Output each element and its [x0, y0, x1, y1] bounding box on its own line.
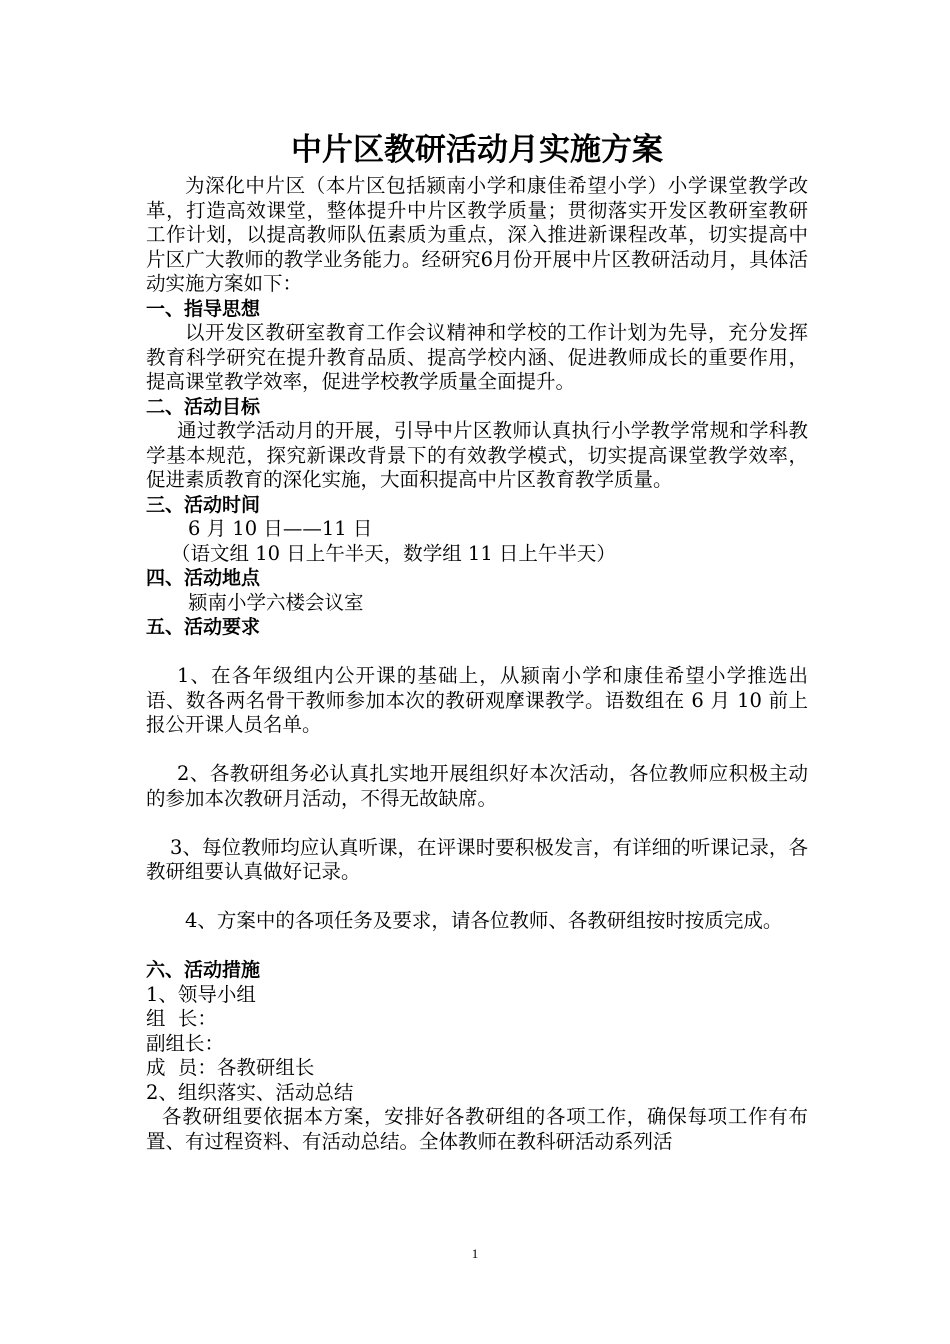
document-body [146, 128, 808, 1154]
blank-line [146, 811, 808, 836]
section-heading-requirements: 五、活动要求 [146, 616, 261, 638]
measures-sub-1: 1、领导小组 [146, 982, 256, 1006]
vice-leader-line: 副组长： [146, 1031, 225, 1055]
guide-paragraph: 以开发区教研室教育工作会议精神和学校的工作计划为先导，充分发挥教育科学研究在提升教育品质、提高学校内涵、促进教师成长的重要作用，提高课堂教学效率，促进学校教学质量全面提升。 [146, 321, 808, 393]
blank-line [146, 885, 808, 910]
blank-line [146, 738, 808, 763]
time-range: 6 月 10 日——11 日 [188, 517, 373, 540]
measures-sub-2: 2、组织落实、活动总结 [146, 1080, 354, 1104]
blank-line [146, 640, 808, 665]
requirement-item-3: 3、每位教师均应认真听课，在评课时要积极发言，有详细的听课记录，各教研组要认真做好记录。 [146, 835, 808, 883]
requirement-item-2: 2、各教研组务必认真扎实地开展组织好本次活动，各位教师应积极主动的参加本次教研月活动，不得无故缺席。 [146, 762, 808, 810]
section-heading-time: 三、活动时间 [146, 493, 261, 516]
goal-paragraph: 通过教学活动月的开展，引导中片区教师认真执行小学教学常规和学科教学基本规范，探究新课改背景下的有效教学模式，切实提高课堂教学效率，促进素质教育的深化实施，大面积提高中片区教育教学质量。 [146, 419, 808, 491]
section-heading-goal: 二、活动目标 [146, 395, 261, 418]
blank-line [146, 934, 808, 959]
intro-paragraph: 为深化中片区（本片区包括颍南小学和康佳希望小学）小学课堂教学改革，打造高效课堂，整体提升中片区教学质量；贯彻落实开发区教研室教研工作计划，以提高教师队伍素质为重点，深入推进新课程改革，切实提高中片区广大教师的教学业务能力。经研究6月份开展中片区教研活动月，具体活动实施方案如下： [146, 174, 808, 295]
section-heading-guide: 一、指导思想 [146, 297, 261, 320]
time-detail: （语文组 10 日上午半天，数学组 11 日上午半天） [171, 541, 616, 565]
place-text: 颍南小学六楼会议室 [188, 590, 364, 614]
members-line: 成 员：各教研组长 [146, 1056, 315, 1079]
requirement-item-4: 4、方案中的各项任务及要求，请各位教师、各教研组按时按质完成。 [185, 909, 783, 932]
requirement-item-1: 1、在各年级组内公开课的基础上，从颍南小学和康佳希望小学推选出语、数各两名骨干教师参加本次的教研观摩课教学。语数组在 6 月 10 前上报公开课人员名单。 [146, 664, 808, 736]
document-title: 中片区教研活动月实施方案 [291, 132, 663, 168]
measures-paragraph: 各教研组要依据本方案，安排好各教研组的各项工作，确保每项工作有布置、有过程资料、有活动总结。全体教师在教科研活动系列活 [146, 1105, 808, 1153]
page-number: 1 [471, 1246, 479, 1261]
leader-line: 组 长： [146, 1007, 217, 1030]
section-heading-measures: 六、活动措施 [146, 959, 261, 981]
section-heading-place: 四、活动地点 [146, 567, 261, 589]
